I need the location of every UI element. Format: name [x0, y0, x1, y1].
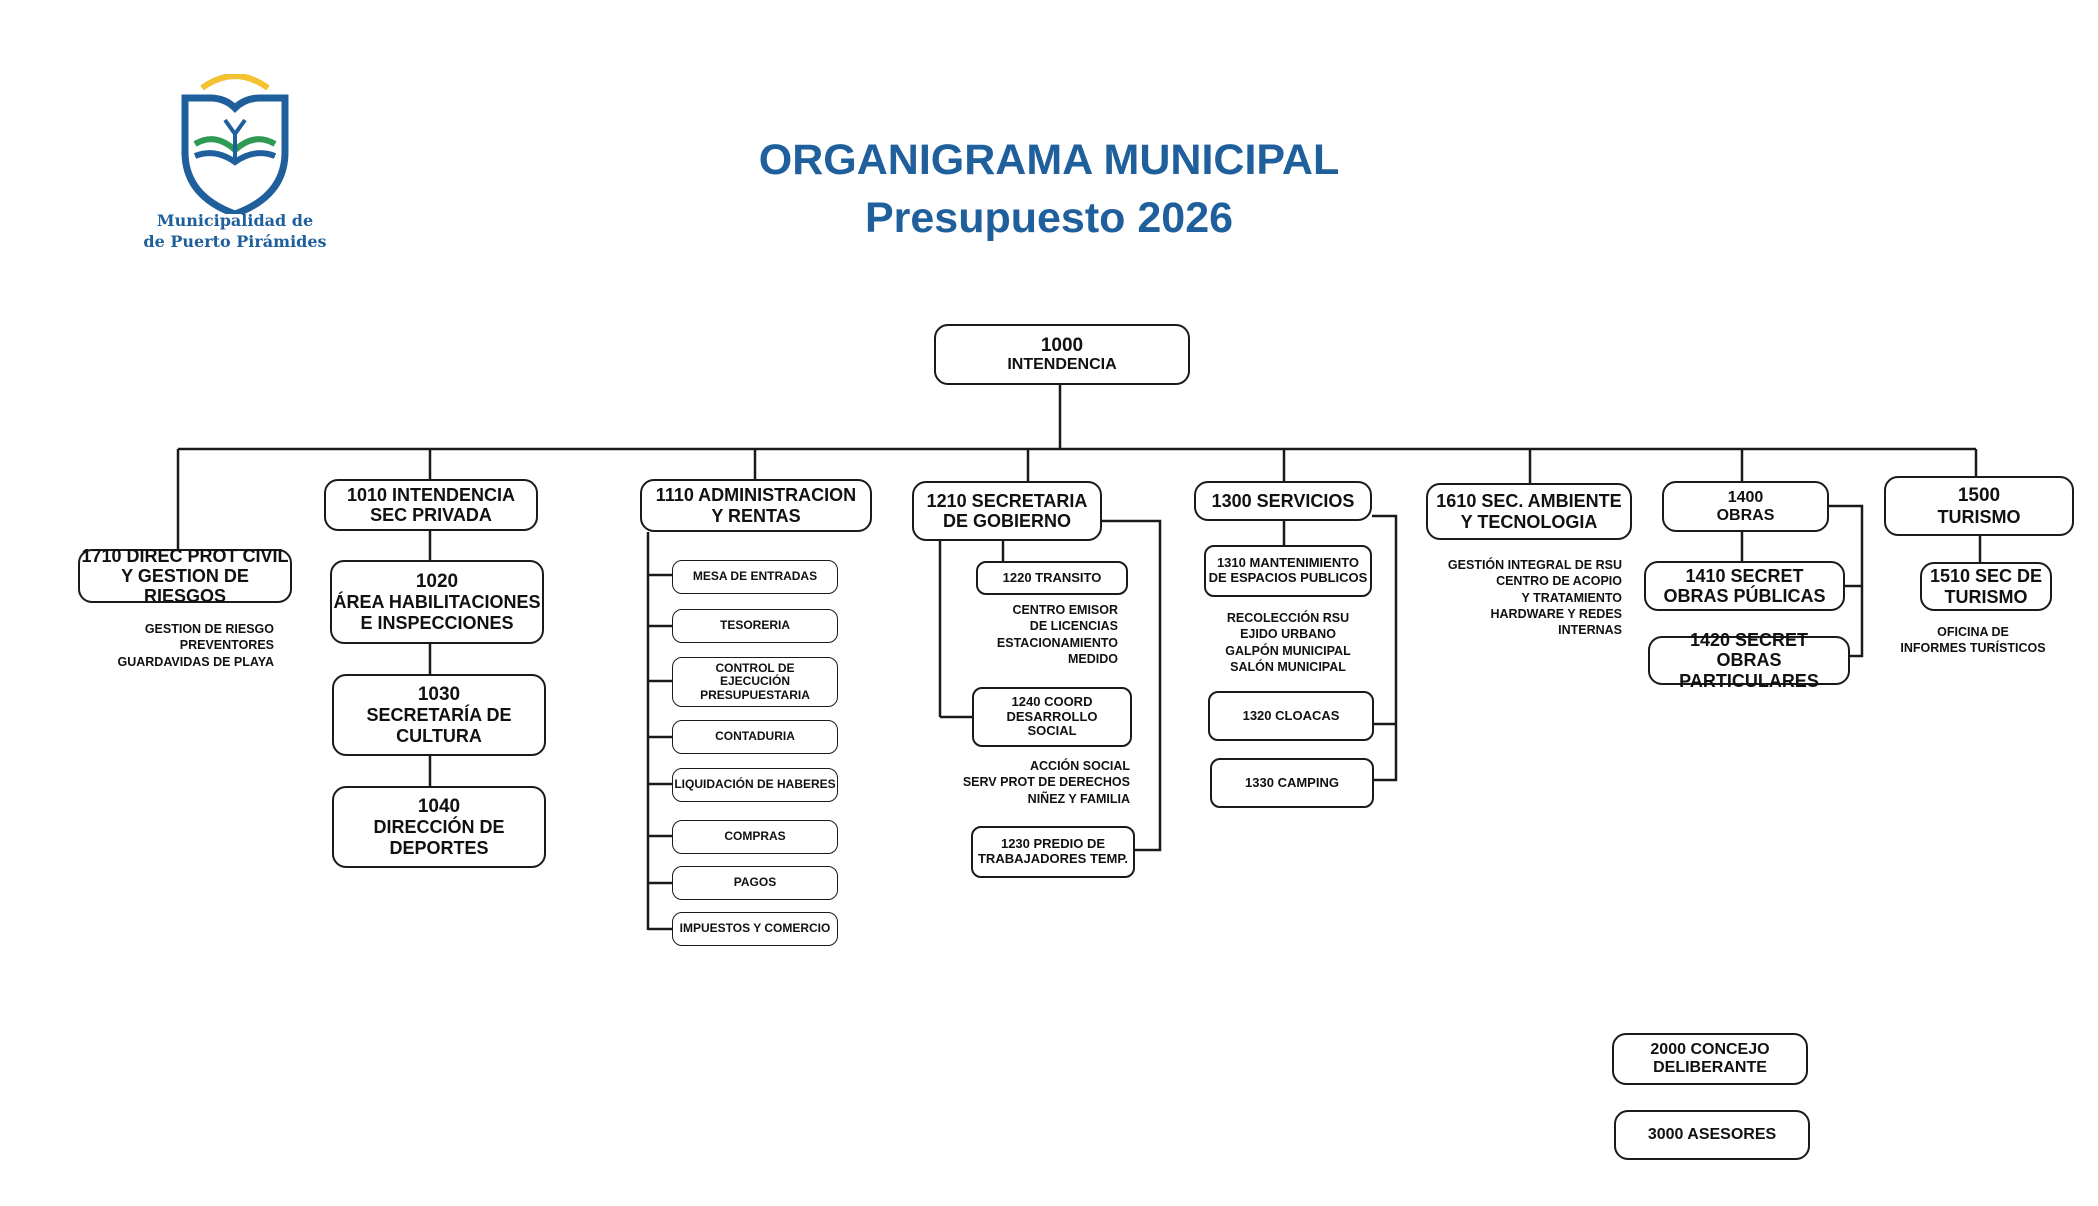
node-1310-mantenimiento[interactable]: 1310 MANTENIMIENTO DE ESPACIOS PUBLICOS [1204, 545, 1372, 597]
node-1610-ambiente-tecnologia[interactable]: 1610 SEC. AMBIENTE Y TECNOLOGIA [1426, 483, 1632, 540]
node-1500-turismo[interactable]: 1500 TURISMO [1884, 476, 2074, 536]
node-1510-sec-turismo[interactable]: 1510 SEC DE TURISMO [1920, 562, 2052, 611]
logo-text: Municipalidad de de Puerto Pirámides [143, 211, 327, 251]
node-1330-camping[interactable]: 1330 CAMPING [1210, 758, 1374, 808]
note-mantenimiento: RECOLECCIÓN RSU EJIDO URBANO GALPÓN MUNICIPAL SALÓN MUNICIPAL [1225, 611, 1351, 674]
node-1110-administracion[interactable]: 1110 ADMINISTRACION Y RENTAS [640, 479, 872, 532]
node-compras[interactable]: COMPRAS [672, 820, 838, 854]
node-impuestos-comercio[interactable]: IMPUESTOS Y COMERCIO [672, 912, 838, 946]
node-control-ejecucion[interactable]: CONTROL DE EJECUCIÓN PRESUPUESTARIA [672, 657, 838, 707]
note-riesgos: GESTION DE RIESGO PREVENTORES GUARDAVIDAS DE PLAYA [117, 622, 274, 669]
node-1030-cultura[interactable]: 1030 SECRETARÍA DE CULTURA [332, 674, 546, 756]
node-1320-cloacas[interactable]: 1320 CLOACAS [1208, 691, 1374, 741]
node-1420-obras-particulares[interactable]: 1420 SECRET OBRAS PARTICULARES [1648, 636, 1850, 685]
node-1220-transito[interactable]: 1220 TRANSITO [976, 561, 1128, 595]
node-mesa-de-entradas[interactable]: MESA DE ENTRADAS [672, 560, 838, 594]
note-turismo: OFICINA DE INFORMES TURÍSTICOS [1900, 625, 2046, 656]
node-tesoreria[interactable]: TESORERIA [672, 609, 838, 643]
note-ambiente: GESTIÓN INTEGRAL DE RSU CENTRO DE ACOPIO Y TRATAMIENTO HARDWARE Y REDES INTERNAS [1447, 558, 1622, 637]
node-1210-secretaria-gobierno[interactable]: 1210 SECRETARIA DE GOBIERNO [912, 481, 1102, 541]
node-1240-desarrollo-social[interactable]: 1240 COORD DESARROLLO SOCIAL [972, 687, 1132, 747]
node-pagos[interactable]: PAGOS [672, 866, 838, 900]
node-1410-obras-publicas[interactable]: 1410 SECRET OBRAS PÚBLICAS [1644, 561, 1845, 611]
node-1300-servicios[interactable]: 1300 SERVICIOS [1194, 481, 1372, 521]
node-1010-sec-privada[interactable]: 1010 INTENDENCIA SEC PRIVADA [324, 479, 538, 531]
node-1230-predio-trabajadores[interactable]: 1230 PREDIO DE TRABAJADORES TEMP. [971, 826, 1135, 878]
node-1000-intendencia[interactable]: 1000 INTENDENCIA [934, 324, 1190, 385]
node-1040-deportes[interactable]: 1040 DIRECCIÓN DE DEPORTES [332, 786, 546, 868]
node-3000-asesores[interactable]: 3000 ASESORES [1614, 1110, 1810, 1160]
note-social: ACCIÓN SOCIAL SERV PROT DE DERECHOS NIÑEZ Y FAMILIA [962, 759, 1130, 806]
note-transito: CENTRO EMISOR DE LICENCIAS ESTACIONAMIENTO MEDIDO [996, 603, 1118, 666]
node-1710-proteccion-civil[interactable]: 1710 DIREC PROT CIVIL Y GESTION DE RIESGOS [78, 549, 292, 603]
node-2000-concejo-deliberante[interactable]: 2000 CONCEJO DELIBERANTE [1612, 1033, 1808, 1085]
page-title: ORGANIGRAMA MUNICIPAL Presupuesto 2026 [758, 136, 1340, 243]
node-liquidacion-haberes[interactable]: LIQUIDACIÓN DE HABERES [672, 768, 838, 802]
node-contaduria[interactable]: CONTADURIA [672, 720, 838, 754]
node-1400-obras[interactable]: 1400 OBRAS [1662, 481, 1829, 532]
node-1020-habilitaciones[interactable]: 1020 ÁREA HABILITACIONES E INSPECCIONES [330, 560, 544, 644]
